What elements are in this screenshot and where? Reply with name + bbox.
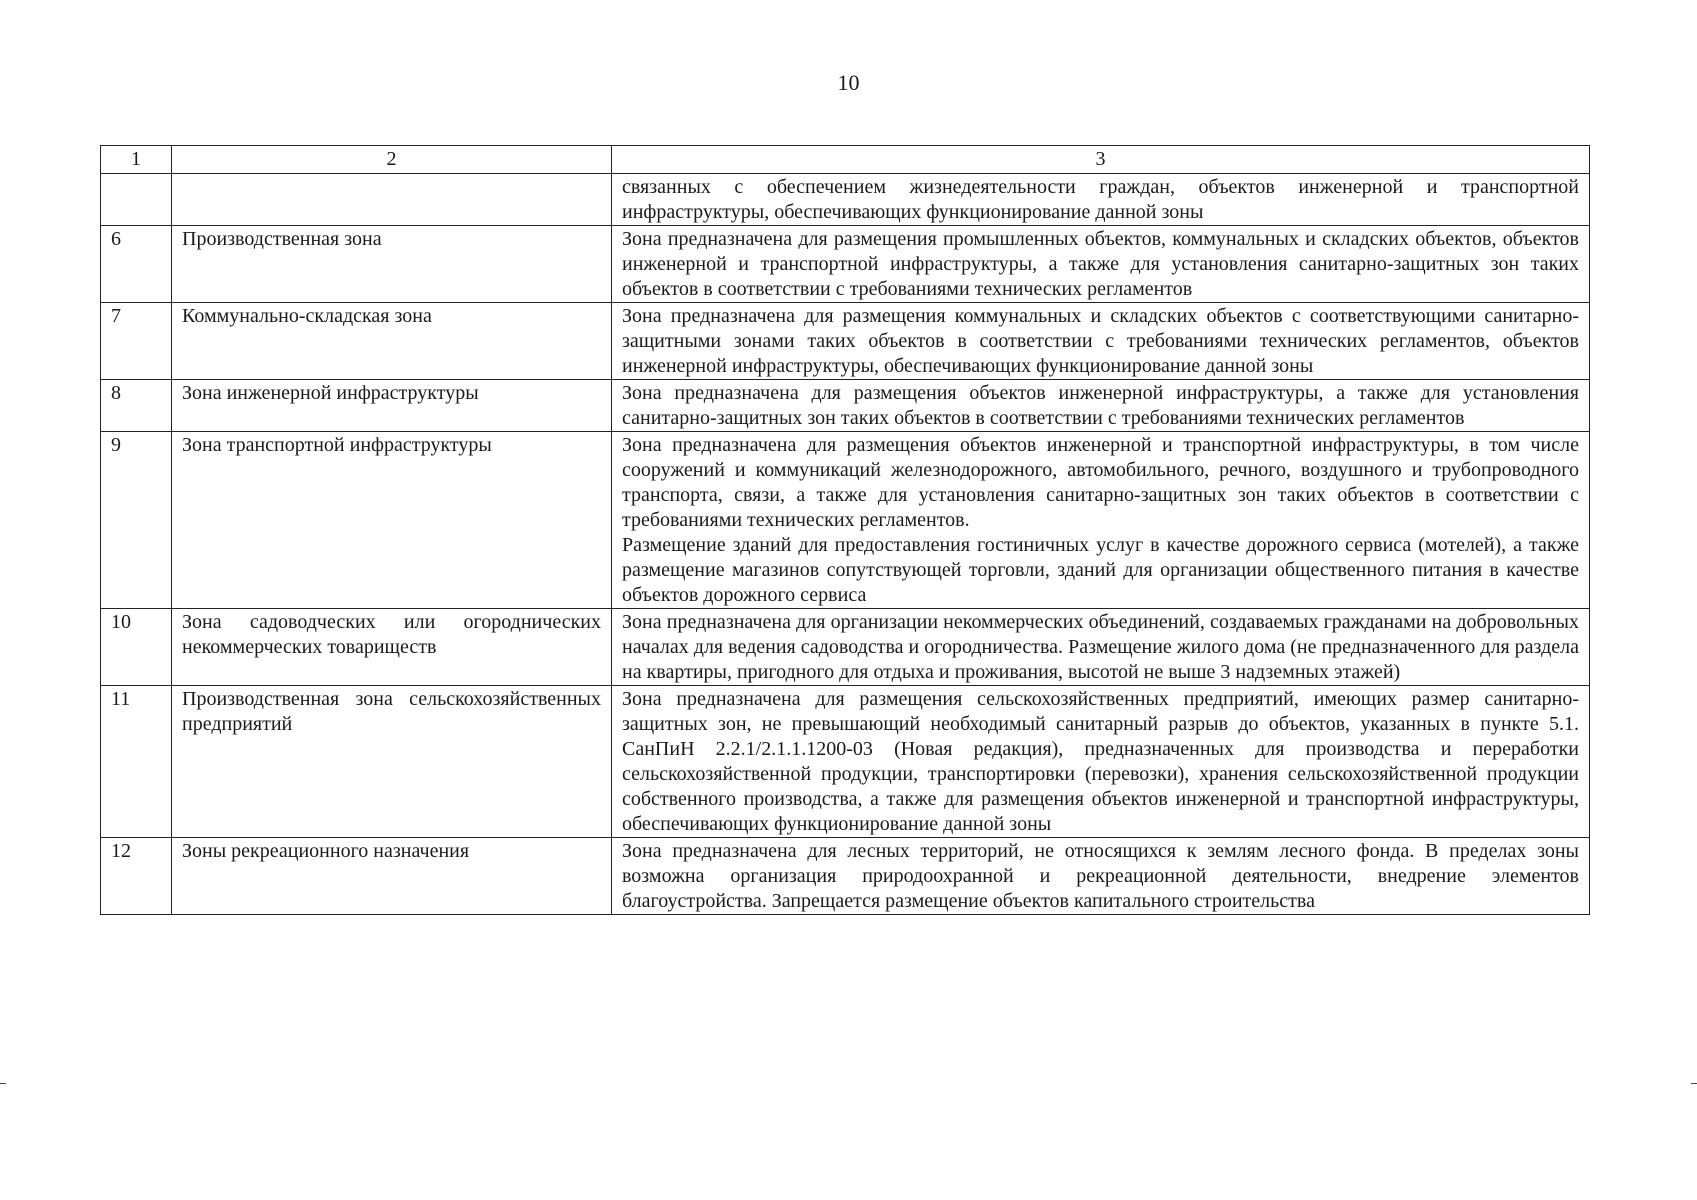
table-row — [101, 838, 1590, 915]
zone-description — [612, 303, 1590, 380]
table-row — [101, 609, 1590, 686]
zone-name: Зоны рекреационного назначения — [172, 838, 612, 915]
column-header-zone-name: 2 — [172, 146, 612, 174]
zone-description — [612, 226, 1590, 303]
row-number — [101, 174, 172, 226]
column-header-description: 3 — [612, 146, 1590, 174]
description-paragraph: Зона предназначена для размещения объектов инженерной и транспортной инфраструктуры, в том числе сооружений и коммуникаций железнодорожного, автомобильного, речного, воздушного и трубопроводного транспорта, связи, а также для установления санитарно-защитных зон таких объектов в соответствии с требованиями технических регламентов. — [622, 434, 1579, 531]
zone-description — [612, 432, 1590, 609]
zone-description — [612, 609, 1590, 686]
row-number: 7 — [101, 303, 172, 380]
zone-name: Зона инженерной инфраструктуры — [172, 380, 612, 432]
description-paragraph: Зона предназначена для размещения коммунальных и складских объектов с соответствующими санитарно-защитными зонами таких объектов в соответствии с требованиями технических регламентов, объектов инженерной инфраструктуры, обеспечивающих функционирование данной зоны — [622, 305, 1579, 377]
row-number: 10 — [101, 609, 172, 686]
right-margin-mark — [1691, 1083, 1697, 1084]
left-margin-mark — [0, 1083, 6, 1084]
zones-table — [100, 145, 1590, 915]
description-paragraph: Зона предназначена для организации некоммерческих объединений, создаваемых гражданами на добровольных началах для ведения садоводства и огородничества. Размещение жилого дома (не предназначенного для раздела на квартиры, пригодного для отдыха и проживания, высотой не выше 3 надземных этажей) — [622, 611, 1579, 683]
zone-name: Зона садоводческих или огороднических некоммерческих товариществ — [172, 609, 612, 686]
table-row — [101, 686, 1590, 838]
row-number: 11 — [101, 686, 172, 838]
description-paragraph: Зона предназначена для лесных территорий, не относящихся к землям лесного фонда. В пределах зоны возможна организация природоохранной и рекреационной деятельности, внедрение элементов благоустройства. Запрещается размещение объектов капитального строительства — [622, 840, 1579, 912]
description-paragraph: Зона предназначена для размещения сельскохозяйственных предприятий, имеющих размер санитарно-защитных зон, не превышающий необходимый санитарный разрыв до объектов, указанных в пункте 5.1. СанПиН 2.2.1/2.1.1.1200-03 (Новая редакция), предназначенных для производства и переработки сельскохозяйственной продукции, транспортировки (перевозки), хранения сельскохозяйственной продукции собственного производства, а также для размещения объектов инженерной и транспортной инфраструктуры, обеспечивающих функционирование данной зоны — [622, 688, 1579, 835]
column-header-number: 1 — [101, 146, 172, 174]
description-paragraph: Размещение зданий для предоставления гостиничных услуг в качестве дорожного сервиса (мотелей), а также размещение магазинов сопутствующей торговли, зданий для организации общественного питания в качестве объектов дорожного сервиса — [622, 534, 1579, 606]
table-row — [101, 226, 1590, 303]
zone-description — [612, 174, 1590, 226]
zone-name: Производственная зона сельскохозяйственных предприятий — [172, 686, 612, 838]
row-number: 12 — [101, 838, 172, 915]
table-row — [101, 303, 1590, 380]
description-paragraph: Зона предназначена для размещения объектов инженерной инфраструктуры, а также для установления санитарно-защитных зон таких объектов в соответствии с требованиями технических регламентов — [622, 382, 1579, 429]
description-paragraph: Зона предназначена для размещения промышленных объектов, коммунальных и складских объектов, объектов инженерной и транспортной инфраструктуры, а также для установления санитарно-защитных зон таких объектов в соответствии с требованиями технических регламентов — [622, 228, 1579, 300]
row-number: 9 — [101, 432, 172, 609]
row-number: 6 — [101, 226, 172, 303]
table-row — [101, 380, 1590, 432]
zone-description — [612, 380, 1590, 432]
table-row — [101, 432, 1590, 609]
zone-name: Коммунально-складская зона — [172, 303, 612, 380]
table-row — [101, 174, 1590, 226]
row-number: 8 — [101, 380, 172, 432]
page-number: 10 — [837, 70, 860, 95]
table-header-row — [101, 146, 1590, 174]
zone-description — [612, 686, 1590, 838]
description-paragraph: связанных с обеспечением жизнедеятельности граждан, объектов инженерной и транспортной инфраструктуры, обеспечивающих функционирование данной зоны — [622, 176, 1579, 223]
zone-name: Производственная зона — [172, 226, 612, 303]
zone-description — [612, 838, 1590, 915]
zone-name — [172, 174, 612, 226]
zone-name: Зона транспортной инфраструктуры — [172, 432, 612, 609]
